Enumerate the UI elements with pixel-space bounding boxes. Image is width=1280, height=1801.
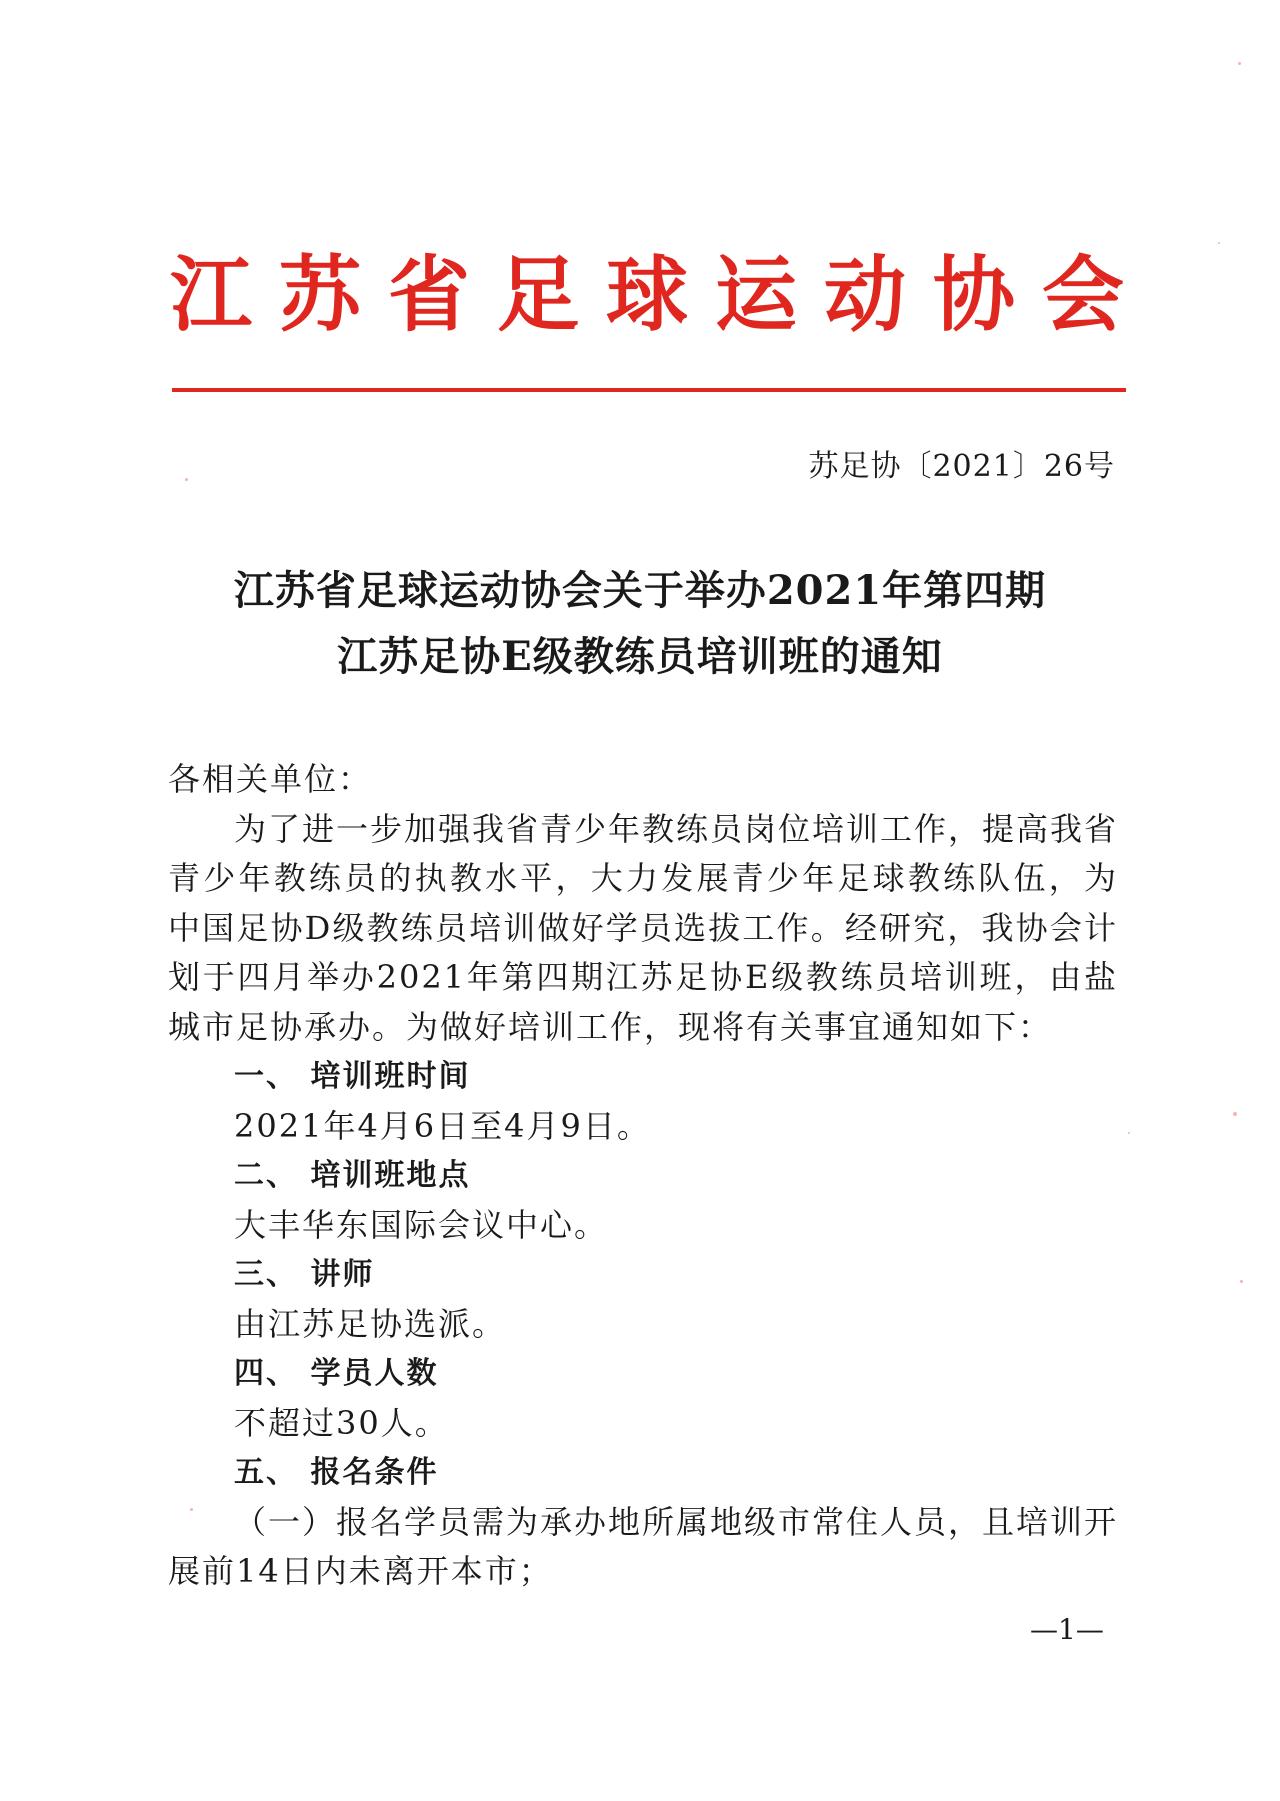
salutation: 各相关单位： (168, 760, 373, 798)
section-content-time: 2021年4月6日至4月9日。 (234, 1106, 651, 1145)
scan-speck (1218, 242, 1220, 244)
scan-speck (1240, 1280, 1243, 1283)
document-body (168, 755, 1118, 1597)
intro-paragraph: 为了进一步加强我省青少年教练员岗位培训工作，提高我省青少年教练员的执教水平，大力发展青少年足球教练队伍，为中国足协D级教练员培训做好学员选拔工作。经研究，我协会计划于四月举办2021年第四期江苏足协E级教练员培训班，由盐城市足协承办。为做好培训工作，现将有关事宜通知如下： (168, 809, 1119, 1046)
section-heading-location: 二、 培训班地点 (234, 1158, 471, 1193)
document-title (140, 558, 1140, 690)
section-heading-trainee-count: 四、 学员人数 (234, 1356, 439, 1391)
document-number: 苏足协〔2021〕26号 (808, 449, 1115, 484)
section-content-requirements: （一）报名学员需为承办地所属地级市常住人员，且培训开展前14日内未离开本市； (168, 1502, 1119, 1590)
section-heading-lecturer: 三、 讲师 (234, 1257, 375, 1292)
page-number: —1— (1030, 1613, 1104, 1646)
section-heading-time: 一、 培训班时间 (234, 1059, 471, 1094)
scan-speck (1238, 62, 1241, 65)
masthead-org-name: 江苏省足球运动协会 (170, 247, 1130, 343)
scan-speck (1233, 1112, 1237, 1116)
scan-speck (1128, 1132, 1130, 1134)
title-line-1: 江苏省足球运动协会关于举办2021年第四期 (233, 567, 1047, 614)
section-heading-requirements: 五、 报名条件 (234, 1455, 439, 1490)
section-content-location: 大丰华东国际会议中心。 (234, 1205, 609, 1244)
title-line-2: 江苏足协E级教练员培训班的通知 (337, 633, 943, 680)
section-content-lecturer: 由江苏足协选派。 (234, 1304, 507, 1343)
scan-speck (190, 1508, 193, 1511)
section-content-trainee-count: 不超过30人。 (234, 1403, 449, 1442)
scan-speck (185, 478, 188, 481)
masthead-red-rule (172, 388, 1126, 392)
